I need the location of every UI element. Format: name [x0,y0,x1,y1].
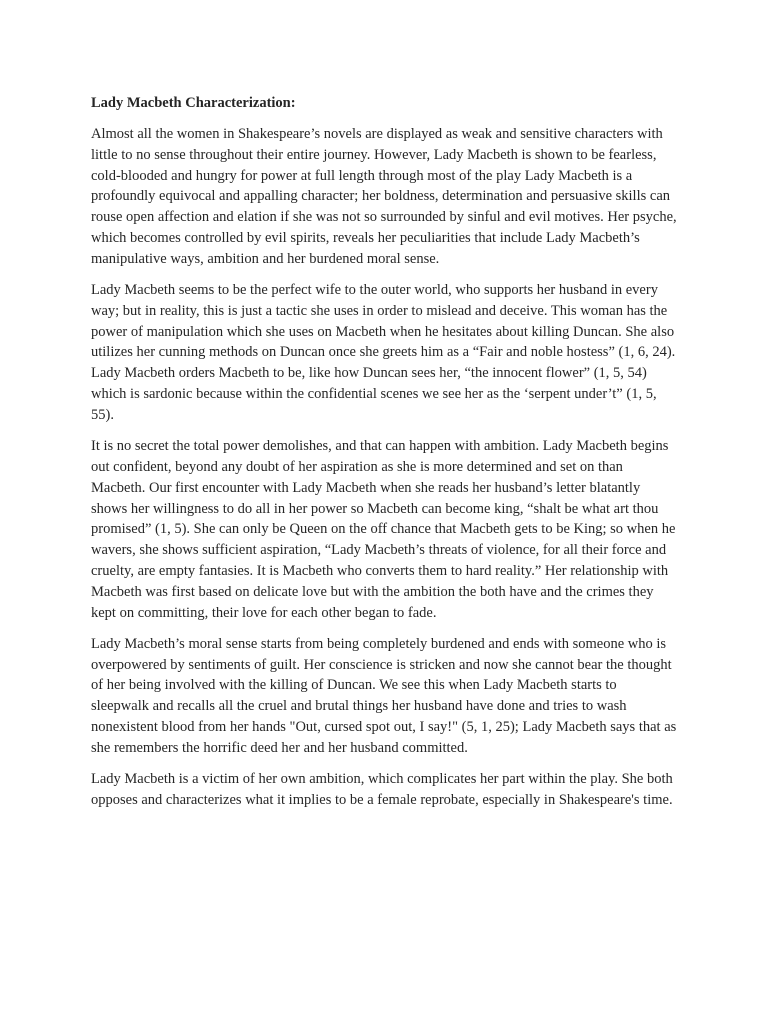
paragraph-ambition: It is no secret the total power demolishes, and that can happen with ambition. Lady Macbeth begins out confident, beyond any doubt of her aspiration as she is more determined and set on than Macbeth. Our first encounter with Lady Macbeth when she reads her husband’s letter blatantly shows her willingness to do all in her power so Macbeth can become king, “shalt be what art thou promised” (1, 5). She can only be Queen on the off chance that Macbeth gets to be King; so when he wavers, she shows sufficient aspiration, “Lady Macbeth’s threats of violence, for all their force and cruelty, are empty fantasies. It is Macbeth who converts them to hard reality.” Her relationship with Macbeth was first based on delicate love but with the ambition the both have and the crimes they kept on committing, their love for each other began to fade. [91,438,676,621]
paragraph-manipulation: Lady Macbeth seems to be the perfect wife to the outer world, who supports her husband in every way; but in reality, this is just a tactic she uses in order to mislead and deceive. This woman has the power of manipulation which she uses on Macbeth when he hesitates about killing Duncan. She also utilizes her cunning methods on Duncan once she greets him as a “Fair and noble hostess” (1, 6, 24). Lady Macbeth orders Macbeth to be, like how Duncan sees her, “the innocent flower” (1, 5, 54) which is sardonic because within the confidential scenes we see her as the ‘serpent under’t” (1, 5, 55). [91,282,676,423]
document-body [91,93,678,821]
document-title: Lady Macbeth Characterization: [91,95,296,111]
paragraph-moral-sense: Lady Macbeth’s moral sense starts from being completely burdened and ends with someone who is overpowered by sentiments of guilt. Her conscience is stricken and now she cannot bear the thought of her being involved with the killing of Duncan. We see this when Lady Macbeth starts to sleepwalk and recalls all the cruel and brutal things her husband have done and tries to wash nonexistent blood from her hands "Out, cursed spot out, I say!" (5, 1, 25); Lady Macbeth says that as she remembers the horrific deed her and her husband committed. [91,635,677,756]
paragraph-intro: Almost all the women in Shakespeare’s novels are displayed as weak and sensitive characters with little to no sense throughout their entire journey. However, Lady Macbeth is shown to be fearless, cold-blooded and hungry for power at full length through most of the play Lady Macbeth is a profoundly equivocal and appalling character; her boldness, determination and persuasive skills can rouse open affection and elation if she was not so surrounded by sinful and evil motives. Her psyche, which becomes controlled by evil spirits, reveals her peculiarities that include Lady Macbeth’s manipulative ways, ambition and her burdened moral sense. [91,126,677,267]
paragraph-conclusion: Lady Macbeth is a victim of her own ambition, which complicates her part within the play. She both opposes and characterizes what it implies to be a female reprobate, especially in Shakespeare's time. [91,771,673,808]
